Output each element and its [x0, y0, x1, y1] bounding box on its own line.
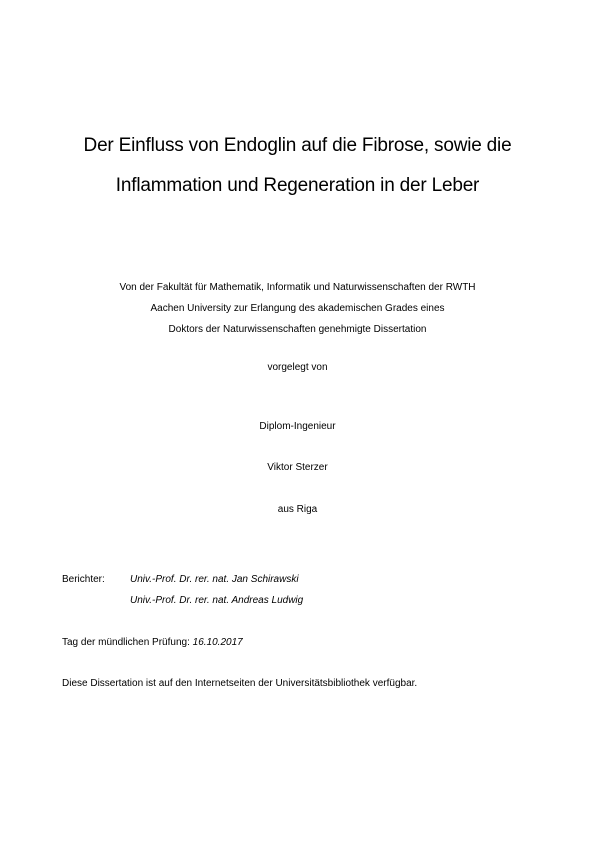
faculty-statement-line-2: Aachen University zur Erlangung des akademischen Grades eines	[150, 303, 445, 314]
title-line-2: Inflammation und Regeneration in der Leber	[115, 175, 480, 196]
exam-date-line	[62, 636, 243, 650]
faculty-statement-line-1: Von der Fakultät für Mathematik, Informatik und Naturwissenschaften der RWTH	[119, 282, 476, 293]
referee-row-2	[62, 594, 303, 608]
availability-note: Diese Dissertation ist auf den Internetseiten der Universitätsbibliothek verfügbar.	[62, 678, 418, 689]
exam-date-value: 16.10.2017	[192, 637, 243, 648]
referee-name: Univ.-Prof. Dr. rer. nat. Jan Schirawski	[130, 574, 299, 585]
referee-row-1	[62, 573, 299, 587]
dissertation-title	[0, 126, 595, 206]
author-name: Viktor Sterzer	[267, 462, 328, 473]
referees-label: Berichter:	[62, 574, 105, 585]
faculty-statement-line-3: Doktors der Naturwissenschaften genehmigte Dissertation	[168, 324, 427, 335]
degree-text: Diplom-Ingenieur	[259, 421, 336, 432]
referee-name: Univ.-Prof. Dr. rer. nat. Andreas Ludwig	[130, 595, 304, 606]
submitted-by-text: vorgelegt von	[267, 362, 328, 373]
title-line-1: Der Einfluss von Endoglin auf die Fibrose, sowie die	[83, 135, 512, 156]
faculty-statement	[0, 277, 595, 340]
author-origin: aus Riga	[277, 504, 318, 515]
exam-date-label: Tag der mündlichen Prüfung:	[62, 637, 190, 648]
